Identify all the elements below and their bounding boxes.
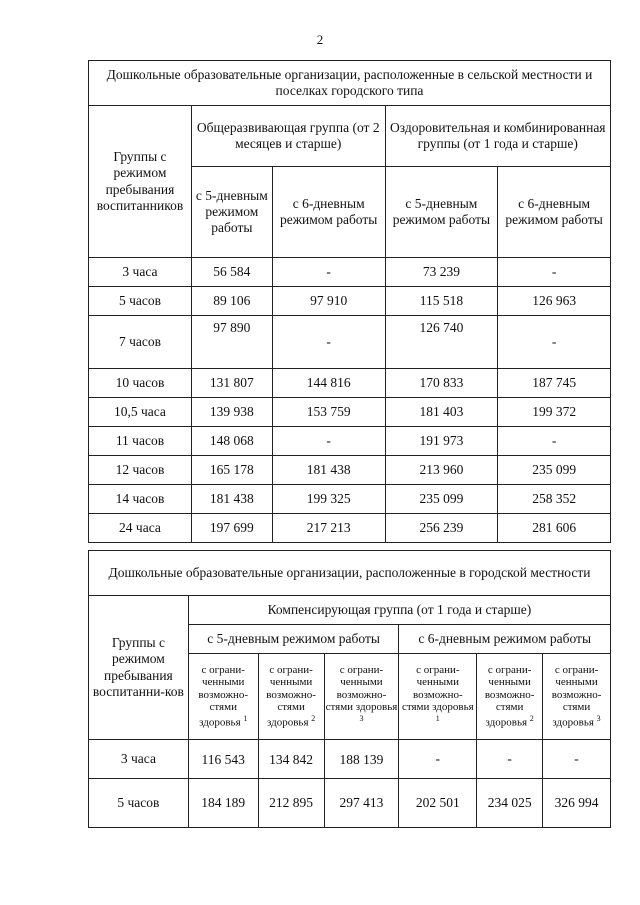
table2-detail-header: с ограни-ченными возможно-стями здоровья $^2$ xyxy=(258,654,324,740)
table-cell: 126 740 xyxy=(385,316,498,369)
table-cell: 234 025 xyxy=(477,779,543,828)
table1-group-health: Оздоровительная и комбинированная группы (от 1 года и старше) xyxy=(385,106,610,167)
row-label: 3 часа xyxy=(89,740,189,779)
table-cell: 56 584 xyxy=(191,258,272,287)
table-cell: 181 438 xyxy=(191,485,272,514)
table-cell: 217 213 xyxy=(272,514,385,543)
table-row xyxy=(89,316,611,369)
table-cell: 212 895 xyxy=(258,779,324,828)
table-cell: 116 543 xyxy=(188,740,258,779)
table-row xyxy=(89,287,611,316)
table-cell: - xyxy=(272,427,385,456)
table-row xyxy=(89,485,611,514)
table-cell: 197 699 xyxy=(191,514,272,543)
table-cell: - xyxy=(477,740,543,779)
table-row xyxy=(89,779,611,828)
row-label: 14 часов xyxy=(89,485,192,514)
table2-detail-header: с ограни-ченными возможно-стями здоровья $^2$ xyxy=(477,654,543,740)
table-row xyxy=(89,398,611,427)
row-label: 3 часа xyxy=(89,258,192,287)
table1-sub-header: с 6-дневным режимом работы xyxy=(498,167,611,258)
table2-title: Дошкольные образовательные организации, расположенные в городской местности xyxy=(89,551,611,596)
table-cell: 202 501 xyxy=(399,779,477,828)
table-cell: 258 352 xyxy=(498,485,611,514)
row-label: 5 часов xyxy=(89,779,189,828)
table-cell: 199 372 xyxy=(498,398,611,427)
table2-detail-header: с ограни-ченными возможно-стями здоровья $^3$ xyxy=(543,654,611,740)
row-label: 12 часов xyxy=(89,456,192,485)
table-cell: 97 910 xyxy=(272,287,385,316)
table-cell: 235 099 xyxy=(385,485,498,514)
table-cell: 165 178 xyxy=(191,456,272,485)
table-cell: - xyxy=(498,258,611,287)
table1-row-header: Группы с режимом пребывания воспитанников xyxy=(89,106,192,258)
table-cell: 181 403 xyxy=(385,398,498,427)
table-cell: 170 833 xyxy=(385,369,498,398)
table-row xyxy=(89,456,611,485)
table-row xyxy=(89,427,611,456)
table-cell: 144 816 xyxy=(272,369,385,398)
table-cell: 184 189 xyxy=(188,779,258,828)
row-label: 10,5 часа xyxy=(89,398,192,427)
table-cell: - xyxy=(399,740,477,779)
table2-row-header: Группы с режимом пребывания воспитанни-ков xyxy=(89,596,189,740)
table-cell: - xyxy=(543,740,611,779)
table-cell: 326 994 xyxy=(543,779,611,828)
table-cell: 148 068 xyxy=(191,427,272,456)
table-cell: 97 890 xyxy=(191,316,272,369)
table-cell: 297 413 xyxy=(324,779,399,828)
table-cell: 188 139 xyxy=(324,740,399,779)
page-number: 2 xyxy=(316,32,324,47)
table-cell: 187 745 xyxy=(498,369,611,398)
table-cell: - xyxy=(498,427,611,456)
table-cell: 181 438 xyxy=(272,456,385,485)
table1-sub-header: с 5-дневным режимом работы xyxy=(191,167,272,258)
row-label: 5 часов xyxy=(89,287,192,316)
table-row xyxy=(89,369,611,398)
table1-sub-header: с 6-дневным режимом работы xyxy=(272,167,385,258)
table-cell: 213 960 xyxy=(385,456,498,485)
row-label: 7 часов xyxy=(89,316,192,369)
table1-sub-header: с 5-дневным режимом работы xyxy=(385,167,498,258)
table2-sub-5day: с 5-дневным режимом работы xyxy=(188,625,399,654)
table2-group-compensating: Компенсирующая группа (от 1 года и старше) xyxy=(188,596,610,625)
table2-detail-header: с ограни-ченными возможно-стями здоровья $^1$ xyxy=(399,654,477,740)
table-cell: 126 963 xyxy=(498,287,611,316)
table-cell: 199 325 xyxy=(272,485,385,514)
table-cell: - xyxy=(272,258,385,287)
table-cell: 256 239 xyxy=(385,514,498,543)
table-cell: 134 842 xyxy=(258,740,324,779)
table-cell: 191 973 xyxy=(385,427,498,456)
table-cell: 281 606 xyxy=(498,514,611,543)
table2-detail-header: с ограни-ченными возможно-стями здоровья $^3$ xyxy=(324,654,399,740)
row-label: 10 часов xyxy=(89,369,192,398)
table-row xyxy=(89,514,611,543)
table-cell: - xyxy=(498,316,611,369)
table-row xyxy=(89,258,611,287)
table2-detail-header: с ограни-ченными возможно-стями здоровья $^1$ xyxy=(188,654,258,740)
table1-title: Дошкольные образовательные организации, расположенные в сельской местности и поселках городского типа xyxy=(89,61,611,106)
table1-group-general: Общеразвивающая группа (от 2 месяцев и старше) xyxy=(191,106,385,167)
table-cell: 139 938 xyxy=(191,398,272,427)
table-cell: 235 099 xyxy=(498,456,611,485)
table-cell: 89 106 xyxy=(191,287,272,316)
table-cell: 73 239 xyxy=(385,258,498,287)
urban-tariff-table xyxy=(88,550,611,828)
table-cell: 115 518 xyxy=(385,287,498,316)
table-cell: 131 807 xyxy=(191,369,272,398)
table-cell: 153 759 xyxy=(272,398,385,427)
row-label: 24 часа xyxy=(89,514,192,543)
rural-tariff-table xyxy=(88,60,611,543)
table2-sub-6day: с 6-дневным режимом работы xyxy=(399,625,611,654)
row-label: 11 часов xyxy=(89,427,192,456)
table-cell: - xyxy=(272,316,385,369)
table-row xyxy=(89,740,611,779)
